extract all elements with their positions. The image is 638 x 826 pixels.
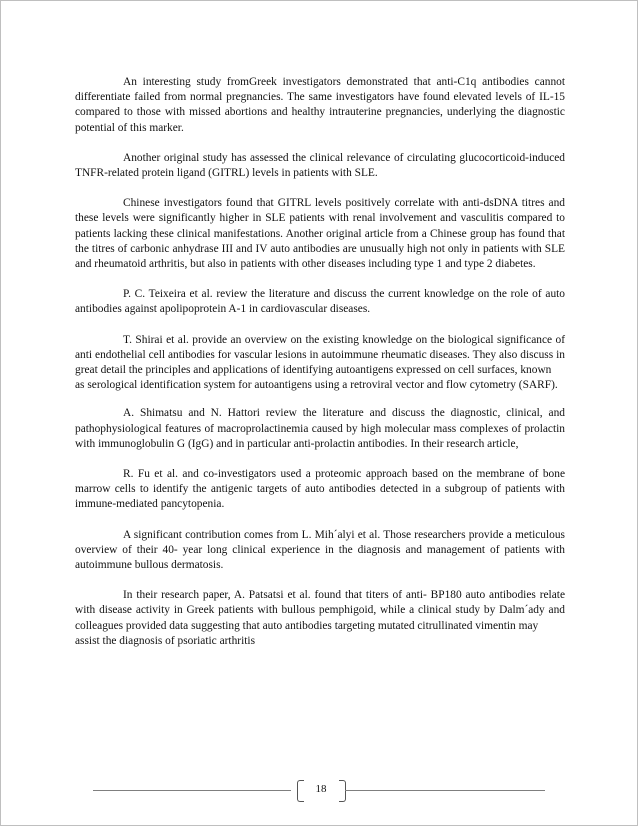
paragraph-shirai	[75, 333, 565, 394]
footer-rule-left	[93, 790, 291, 791]
footer-rule-right	[345, 790, 545, 791]
paragraph-shirai-continuation: as serological identification system for autoantigens using a retroviral vector and flow cytometry (SARF).	[75, 379, 558, 392]
paragraph-chinese-investigators: Chinese investigators found that GITRL levels positively correlate with anti-dsDNA titres and these levels were significantly higher in SLE patients with renal involvement and vasculitis compared to patients lacking these clinical manifestations. Another original article from a Chinese group has found that the titres of carbonic anhydrase III and IV auto antibodies are unusually high not only in patients with SLE and rheumatoid arthritis, but also in patients with other diseases including type 1 and type 2 diabetes.	[75, 197, 565, 271]
paragraph-patsatsi-text: In their research paper, A. Patsatsi et al. found that titers of anti- BP180 auto antibodies relate with disease activity in Greek patients with bullous pemphigoid, while a clinical study by Dalm´ady and colleagues provided data suggesting that auto antibodies targeting mutated citrullinated vimentin may	[75, 589, 565, 632]
page-number: 18	[315, 783, 327, 795]
body-text	[75, 75, 565, 664]
paragraph-gitrl-study: Another original study has assessed the clinical relevance of circulating glucocorticoid-induced TNFR-related protein ligand (GITRL) levels in patients with SLE.	[75, 151, 565, 180]
paragraph-shirai-text: T. Shirai et al. provide an overview on the existing knowledge on the biological significance of anti endothelial cell antibodies for vascular lesions in autoimmune rheumatic diseases. They also discuss in great detail the principles and applications of identifying autoantigens expressed on cell surfaces, known	[75, 333, 565, 377]
paragraph-teixeira: P. C. Teixeira et al. review the literature and discuss the current knowledge on the role of auto antibodies against apolipoprotein A-1 in cardiovascular diseases.	[75, 288, 565, 316]
paragraph-anti-c1q: An interesting study fromGreek investigators demonstrated that anti-C1q antibodies cannot differentiate failed from normal pregnancies. The same investigators have found elevated levels of IL-15 compared to those with missed abortions and healthy intrauterine pregnancies, underlying the diagnostic potential of this marker.	[75, 76, 565, 134]
paragraph-shimatsu-hattori: A. Shimatsu and N. Hattori review the literature and discuss the diagnostic, clinical, and pathophysiological features of macroprolactinemia caused by high molecular mass complexes of prolactin with immunoglobulin G (IgG) and in particular anti-prolactin antibodies. In their research article,	[75, 407, 565, 450]
paragraph-patsatsi-continuation: assist the diagnosis of psoriatic arthritis	[75, 634, 256, 647]
page-footer	[93, 780, 545, 802]
paragraph-fu: R. Fu et al. and co-investigators used a proteomic approach based on the membrane of bone marrow cells to identify the antigenic targets of auto antibodies detected in a subgroup of patients with immune-mediated pancytopenia.	[75, 468, 565, 511]
footer-bracket-right	[339, 780, 346, 802]
paragraph-patsatsi	[75, 588, 565, 649]
paragraph-mihalyi: A significant contribution comes from L. Mih´alyi et al. Those researchers provide a meticulous overview of their 40- year long clinical experience in the diagnosis and management of patients with autoimmune bullous dermatosis.	[75, 528, 565, 572]
